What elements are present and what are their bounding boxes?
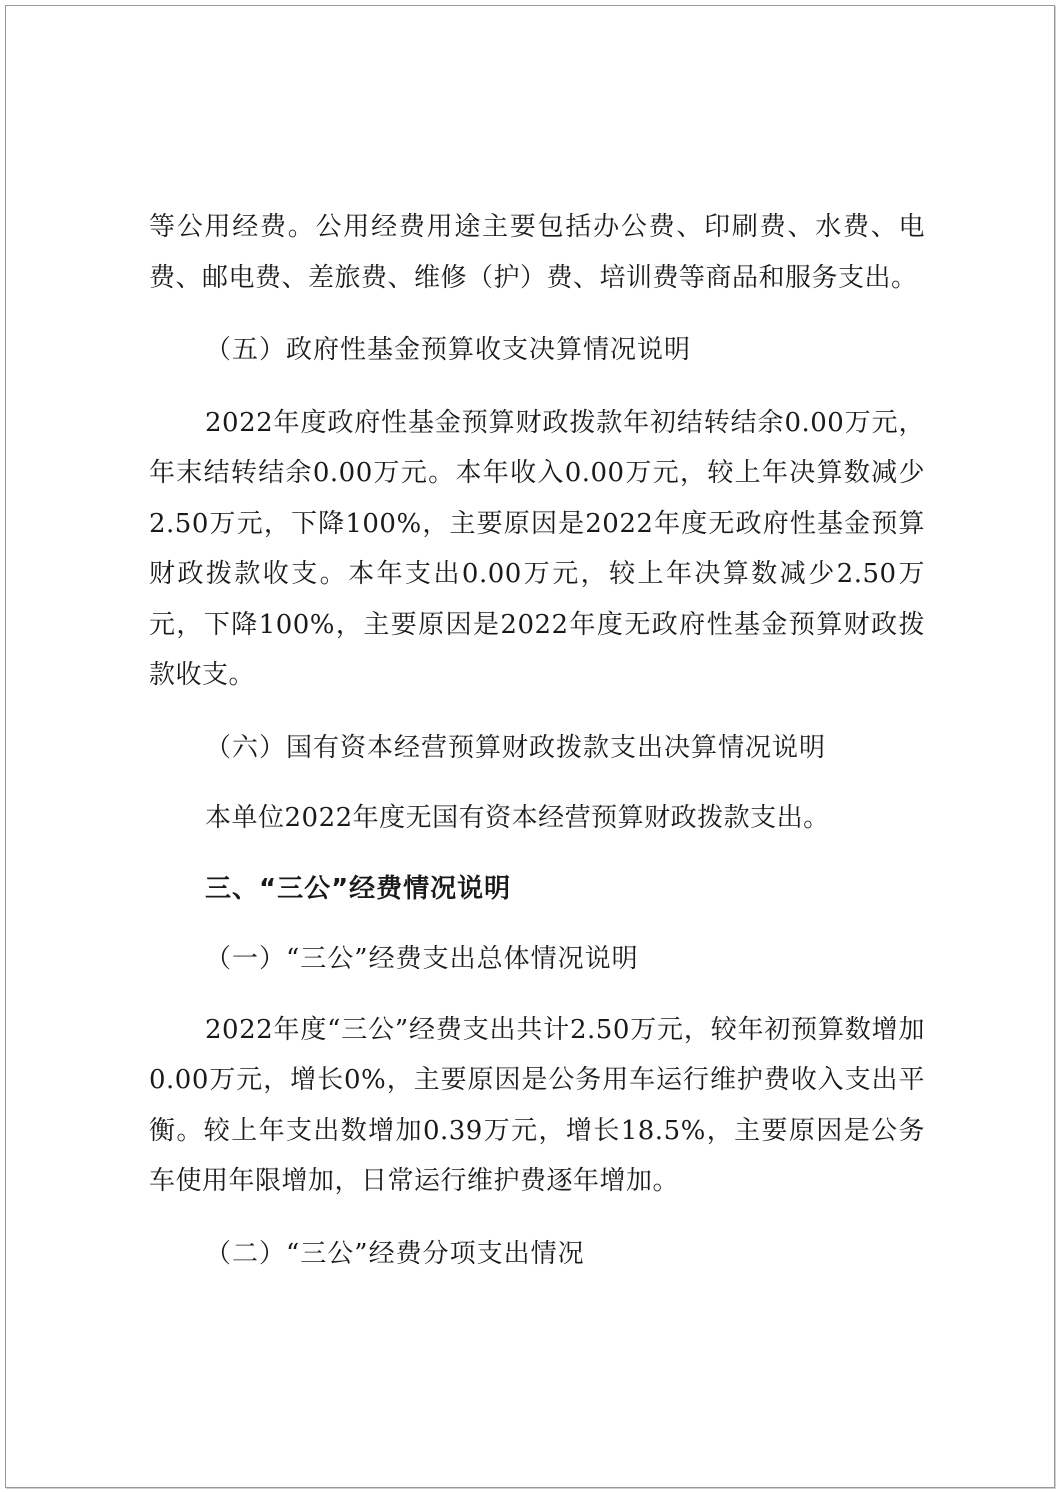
document-content [149,202,925,1279]
section-6-paragraph: 本单位2022年度无国有资本经营预算财政拨款支出。 [205,803,830,833]
continuation-paragraph: 等公用经费。公用经费用途主要包括办公费、印刷费、水费、电费、邮电费、差旅费、维修（护）费、培训费等商品和服务支出。 [149,212,925,293]
section-6-heading: （六）国有资本经营预算财政拨款支出决算情况说明 [205,732,827,763]
part-3-heading: 三、“三公”经费情况说明 [205,873,512,904]
section-5-heading: （五）政府性基金预算收支决算情况说明 [205,335,692,365]
part-3-subsection-2-heading: （二）“三公”经费分项支出情况 [205,1238,585,1269]
part-3-subsection-1-heading: （一）“三公”经费支出总体情况说明 [205,944,639,974]
part-3-subsection-1-paragraph: 2022年度“三公”经费支出共计2.50万元，较年初预算数增加0.00万元，增长0%，主要原因是公务用车运行维护费收入支出平衡。较上年支出数增加0.39万元，增长18.5%，主要原因是公务车使用年限增加，日常运行维护费逐年增加。 [149,1014,925,1196]
document-page [5,5,1055,1488]
section-5-paragraph: 2022年度政府性基金预算财政拨款年初结转结余0.00万元，年末结转结余0.00万元。本年收入0.00万元，较上年决算数减少2.50万元，下降100%，主要原因是2022年度无政府性基金预算财政拨款收支。本年支出0.00万元，较上年决算数减少2.50万元，下降100%，主要原因是2022年度无政府性基金预算财政拨款收支。 [149,407,925,690]
